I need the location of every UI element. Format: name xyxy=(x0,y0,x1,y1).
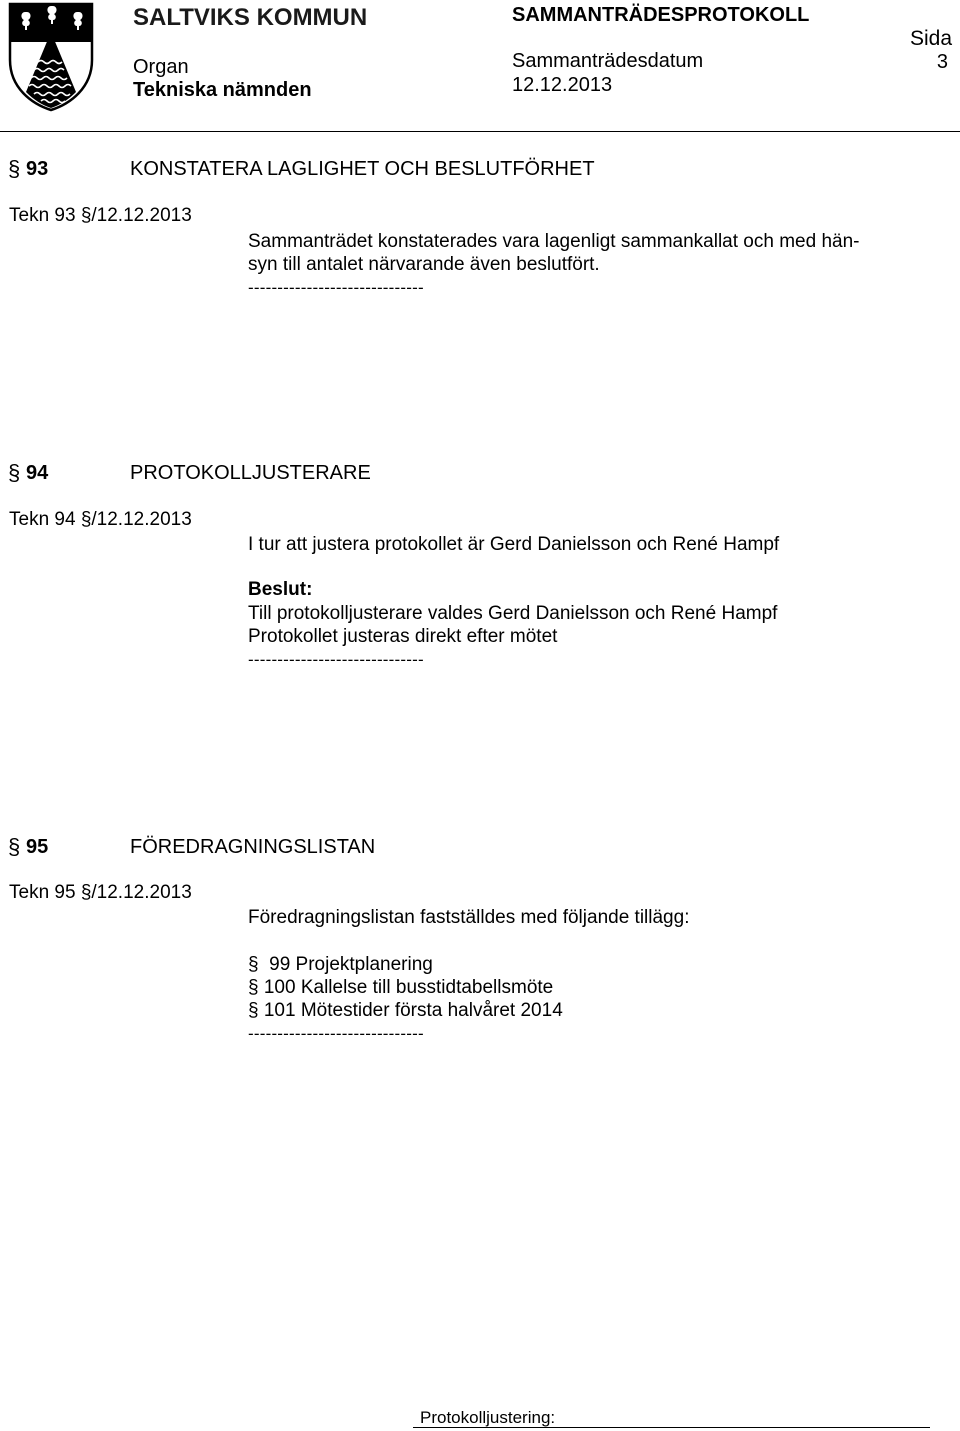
section-symbol: § xyxy=(8,834,21,859)
section-reference: Tekn 94 §/12.12.2013 xyxy=(9,509,192,530)
agenda-item-symbol: § xyxy=(248,1000,259,1021)
organ-value: Tekniska nämnden xyxy=(133,79,312,101)
section-separator: ------------------------------ xyxy=(248,278,424,297)
page-number: 3 xyxy=(936,51,948,73)
decision-text-line: Till protokolljusterare valdes Gerd Danielsson och René Hampf xyxy=(248,603,778,624)
agenda-item xyxy=(248,999,563,1022)
section-title: FÖREDRAGNINGSLISTAN xyxy=(130,836,376,858)
municipality-name: SALTVIKS KOMMUN xyxy=(133,4,368,31)
agenda-item xyxy=(248,953,433,976)
agenda-item-text: 101 Mötestider första halvåret 2014 xyxy=(263,1000,563,1021)
section-text-line: Sammanträdet konstaterades vara lagenligt sammankallat och med hän- xyxy=(248,231,860,252)
decision-label: Beslut: xyxy=(248,579,313,600)
section-symbol: § xyxy=(8,156,21,181)
signature-line xyxy=(413,1427,930,1428)
section-text-line: I tur att justera protokollet är Gerd Danielsson och René Hampf xyxy=(248,534,780,555)
signature-label: Protokolljustering: xyxy=(420,1408,556,1427)
section-title: PROTOKOLLJUSTERARE xyxy=(130,462,371,484)
page-label: Sida xyxy=(909,27,952,50)
document-title: SAMMANTRÄDESPROTOKOLL xyxy=(512,4,810,26)
section-separator: ------------------------------ xyxy=(248,1024,424,1043)
agenda-item-text: 100 Kallelse till busstidtabellsmöte xyxy=(263,977,554,998)
organ-label: Organ xyxy=(133,56,189,78)
header-divider xyxy=(0,131,960,132)
meeting-date-value: 12.12.2013 xyxy=(512,74,613,96)
section-number: 93 xyxy=(26,158,49,180)
agenda-item-symbol: § xyxy=(248,977,259,998)
section-title: KONSTATERA LAGLIGHET OCH BESLUTFÖRHET xyxy=(130,158,595,180)
section-reference: Tekn 93 §/12.12.2013 xyxy=(9,205,192,226)
section-reference: Tekn 95 §/12.12.2013 xyxy=(9,882,192,903)
section-number: 95 xyxy=(26,836,49,858)
section-text-line: syn till antalet närvarande även beslutfört. xyxy=(248,254,600,275)
decision-text-line: Protokollet justeras direkt efter mötet xyxy=(248,626,558,647)
agenda-item xyxy=(248,976,553,999)
meeting-date-label: Sammanträdesdatum xyxy=(512,50,704,72)
section-text-line: Föredragningslistan fastställdes med följande tillägg: xyxy=(248,907,690,928)
section-separator: ------------------------------ xyxy=(248,650,424,669)
agenda-item-text: 99 Projektplanering xyxy=(258,954,433,975)
agenda-item-symbol: § xyxy=(248,954,259,975)
section-symbol: § xyxy=(8,460,21,485)
section-number: 94 xyxy=(26,462,49,484)
municipality-coat-of-arms-logo xyxy=(8,2,94,112)
